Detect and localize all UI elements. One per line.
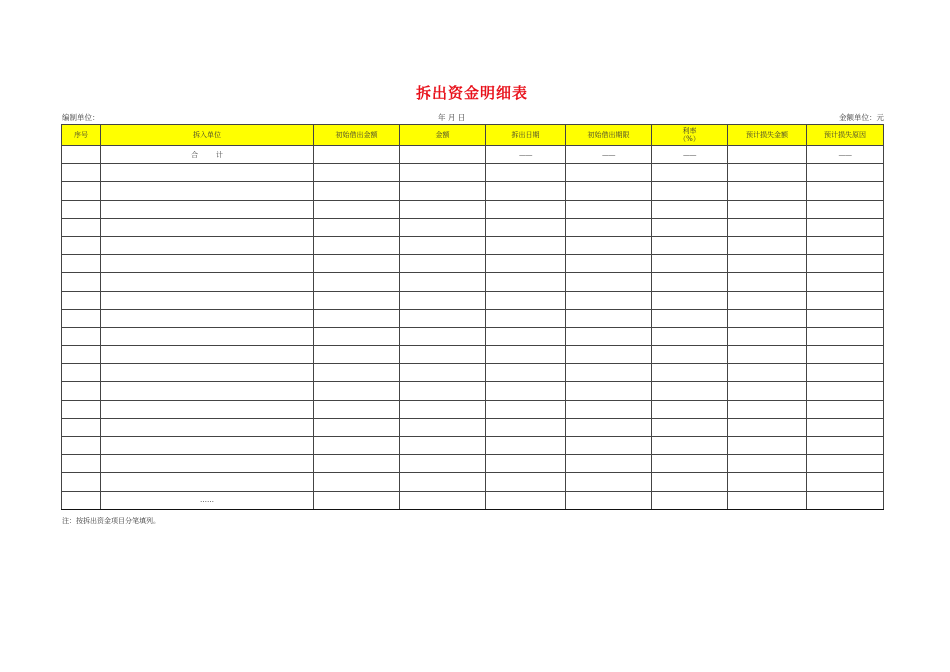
total-initial-amount-cell[interactable]	[314, 146, 400, 164]
col-header-est-loss-reason: 预计损失原因	[807, 125, 884, 146]
table-cell[interactable]	[566, 164, 652, 182]
table-cell[interactable]	[807, 182, 884, 200]
table-cell[interactable]	[62, 455, 101, 473]
table-cell[interactable]	[728, 236, 807, 254]
table-row	[62, 346, 884, 364]
table-cell[interactable]	[62, 236, 101, 254]
report-date-label: 年 月 日	[438, 113, 466, 122]
table-cell[interactable]	[566, 236, 652, 254]
table-cell[interactable]	[728, 182, 807, 200]
table-cell[interactable]	[400, 418, 486, 436]
table-row	[62, 400, 884, 418]
table-cell[interactable]	[566, 327, 652, 345]
table-row	[62, 255, 884, 273]
table-cell[interactable]	[728, 164, 807, 182]
table-cell[interactable]	[62, 473, 101, 491]
table-cell[interactable]	[486, 418, 566, 436]
table-cell[interactable]	[486, 291, 566, 309]
table-cell[interactable]	[314, 218, 400, 236]
table-cell[interactable]	[486, 400, 566, 418]
table-cell[interactable]	[486, 473, 566, 491]
table-row	[62, 218, 884, 236]
table-cell[interactable]	[728, 309, 807, 327]
table-cell[interactable]	[566, 273, 652, 291]
table-cell[interactable]	[807, 455, 884, 473]
table-cell[interactable]	[314, 200, 400, 218]
table-cell[interactable]	[400, 291, 486, 309]
total-initial-term-cell: ——	[566, 146, 652, 164]
table-cell[interactable]	[807, 200, 884, 218]
header-row	[62, 125, 884, 146]
table-cell[interactable]	[566, 455, 652, 473]
table-cell[interactable]	[400, 273, 486, 291]
footnote: 注：按拆出资金项目分笔填列。	[62, 517, 160, 525]
table-cell[interactable]	[400, 309, 486, 327]
table-cell[interactable]	[101, 364, 314, 382]
table-cell[interactable]	[728, 455, 807, 473]
table-cell[interactable]	[486, 382, 566, 400]
table-row	[62, 473, 884, 491]
table-cell[interactable]	[486, 491, 566, 509]
table-cell[interactable]	[62, 346, 101, 364]
table-cell[interactable]	[62, 382, 101, 400]
table-cell[interactable]	[101, 473, 314, 491]
table-row	[62, 491, 884, 509]
table-cell[interactable]	[652, 400, 728, 418]
table-cell[interactable]	[486, 164, 566, 182]
total-rate-cell: ——	[652, 146, 728, 164]
table-cell[interactable]	[486, 255, 566, 273]
table-cell[interactable]	[101, 291, 314, 309]
table-cell[interactable]	[566, 437, 652, 455]
total-row	[62, 146, 884, 164]
table-cell[interactable]	[728, 382, 807, 400]
table-cell[interactable]	[652, 273, 728, 291]
table-cell[interactable]	[652, 364, 728, 382]
table-cell[interactable]	[101, 346, 314, 364]
table-cell[interactable]	[486, 437, 566, 455]
table-cell[interactable]	[400, 255, 486, 273]
table-cell[interactable]	[314, 400, 400, 418]
table-cell[interactable]	[400, 382, 486, 400]
table-cell[interactable]	[400, 491, 486, 509]
table-cell[interactable]	[566, 491, 652, 509]
col-header-amount: 金额	[400, 125, 486, 146]
table-cell[interactable]	[101, 418, 314, 436]
table-cell[interactable]	[486, 455, 566, 473]
table-cell[interactable]	[728, 255, 807, 273]
table-cell[interactable]	[728, 327, 807, 345]
table-cell[interactable]	[807, 273, 884, 291]
table-cell[interactable]	[728, 291, 807, 309]
table-cell[interactable]	[62, 437, 101, 455]
table-cell[interactable]	[652, 455, 728, 473]
table-cell[interactable]	[400, 346, 486, 364]
table-cell[interactable]	[62, 327, 101, 345]
table-cell[interactable]	[652, 309, 728, 327]
table-cell[interactable]	[728, 437, 807, 455]
table-cell[interactable]	[101, 382, 314, 400]
table-cell[interactable]	[101, 273, 314, 291]
table-row	[62, 164, 884, 182]
table-cell[interactable]	[652, 255, 728, 273]
ellipsis-cell: ……	[101, 491, 314, 509]
table-cell[interactable]	[728, 400, 807, 418]
table-cell[interactable]	[807, 400, 884, 418]
total-date-cell: ——	[486, 146, 566, 164]
table-cell[interactable]	[807, 382, 884, 400]
table-row	[62, 455, 884, 473]
table-cell[interactable]	[728, 218, 807, 236]
table-cell[interactable]	[314, 346, 400, 364]
table-row	[62, 182, 884, 200]
table-cell[interactable]	[101, 164, 314, 182]
total-label-cell: 合 计	[101, 146, 314, 164]
table-cell[interactable]	[62, 418, 101, 436]
table-cell[interactable]	[652, 491, 728, 509]
table-cell[interactable]	[728, 200, 807, 218]
table-cell[interactable]	[728, 418, 807, 436]
table-cell[interactable]	[486, 273, 566, 291]
table-cell[interactable]	[101, 182, 314, 200]
table-cell[interactable]	[807, 255, 884, 273]
table-cell[interactable]	[566, 182, 652, 200]
table-cell[interactable]	[400, 327, 486, 345]
table-cell[interactable]	[566, 309, 652, 327]
table-cell[interactable]	[807, 418, 884, 436]
table-cell[interactable]	[486, 182, 566, 200]
table-cell[interactable]	[400, 455, 486, 473]
preparer-unit-label: 编制单位：	[62, 113, 100, 122]
table-cell[interactable]	[314, 164, 400, 182]
table-cell[interactable]	[101, 236, 314, 254]
table-cell[interactable]	[314, 291, 400, 309]
table-cell[interactable]	[62, 218, 101, 236]
table-cell[interactable]	[400, 236, 486, 254]
table-cell[interactable]	[400, 218, 486, 236]
table-cell[interactable]	[101, 309, 314, 327]
table-cell[interactable]	[652, 418, 728, 436]
table-cell[interactable]	[728, 473, 807, 491]
table-cell[interactable]	[101, 327, 314, 345]
table-cell[interactable]	[486, 218, 566, 236]
table-cell[interactable]	[62, 273, 101, 291]
table-cell[interactable]	[566, 400, 652, 418]
lending-detail-table	[61, 124, 884, 510]
table-row	[62, 200, 884, 218]
table-cell[interactable]	[486, 327, 566, 345]
col-header-date: 拆出日期	[486, 125, 566, 146]
table-cell[interactable]	[314, 437, 400, 455]
table-cell[interactable]	[314, 418, 400, 436]
total-est-loss-reason-cell: ——	[807, 146, 884, 164]
table-cell[interactable]	[62, 364, 101, 382]
table-cell[interactable]	[728, 491, 807, 509]
table-cell[interactable]	[807, 309, 884, 327]
rate-label: 利率	[682, 127, 697, 135]
table-cell[interactable]	[314, 327, 400, 345]
table-cell[interactable]	[62, 182, 101, 200]
table-cell[interactable]	[652, 164, 728, 182]
table-cell[interactable]	[566, 291, 652, 309]
table-cell[interactable]	[652, 291, 728, 309]
table-cell[interactable]	[314, 255, 400, 273]
table-cell[interactable]	[101, 200, 314, 218]
col-header-est-loss-amount: 预计损失金额	[728, 125, 807, 146]
table-cell[interactable]	[62, 200, 101, 218]
table-cell[interactable]	[314, 236, 400, 254]
table-cell[interactable]	[62, 291, 101, 309]
total-amount-cell[interactable]	[400, 146, 486, 164]
table-row	[62, 309, 884, 327]
currency-unit-label: 金额单位：元	[839, 113, 884, 122]
table-cell[interactable]	[486, 309, 566, 327]
table-cell[interactable]	[652, 473, 728, 491]
table-cell[interactable]	[652, 182, 728, 200]
table-cell[interactable]	[400, 437, 486, 455]
table-row	[62, 364, 884, 382]
table-cell[interactable]	[807, 164, 884, 182]
table-cell[interactable]	[652, 382, 728, 400]
table-cell[interactable]	[101, 455, 314, 473]
table-cell[interactable]	[652, 200, 728, 218]
table-cell[interactable]	[566, 255, 652, 273]
table-row	[62, 273, 884, 291]
table-cell[interactable]	[101, 255, 314, 273]
table-cell[interactable]	[486, 236, 566, 254]
page-title: 拆出资金明细表	[415, 84, 528, 102]
total-seq-cell[interactable]	[62, 146, 101, 164]
table-row	[62, 437, 884, 455]
table-cell[interactable]	[566, 200, 652, 218]
table-cell[interactable]	[807, 364, 884, 382]
table-cell[interactable]	[486, 200, 566, 218]
col-header-seq: 序号	[62, 125, 101, 146]
table-cell[interactable]	[728, 273, 807, 291]
table-cell[interactable]	[314, 364, 400, 382]
table-cell[interactable]	[807, 491, 884, 509]
table-cell[interactable]	[400, 164, 486, 182]
table-cell[interactable]	[807, 327, 884, 345]
table-cell[interactable]	[101, 437, 314, 455]
table-cell[interactable]	[400, 182, 486, 200]
table-cell[interactable]	[652, 218, 728, 236]
table-cell[interactable]	[400, 400, 486, 418]
col-header-borrower: 拆入单位	[101, 125, 314, 146]
table-row	[62, 291, 884, 309]
table-cell[interactable]	[807, 218, 884, 236]
total-est-loss-amount-cell[interactable]	[728, 146, 807, 164]
table-cell[interactable]	[62, 309, 101, 327]
table-cell[interactable]	[62, 491, 101, 509]
table-cell[interactable]	[728, 364, 807, 382]
table-cell[interactable]	[652, 437, 728, 455]
table-cell[interactable]	[652, 327, 728, 345]
table-row	[62, 418, 884, 436]
table-row	[62, 236, 884, 254]
table-cell[interactable]	[566, 473, 652, 491]
table-cell[interactable]	[807, 473, 884, 491]
table-cell[interactable]	[486, 364, 566, 382]
table-cell[interactable]	[566, 364, 652, 382]
table-cell[interactable]	[566, 382, 652, 400]
table-cell[interactable]	[566, 418, 652, 436]
table-cell[interactable]	[807, 236, 884, 254]
table-cell[interactable]	[566, 346, 652, 364]
col-header-initial-amount: 初始借出金额	[314, 125, 400, 146]
table-cell[interactable]	[807, 291, 884, 309]
table-row	[62, 382, 884, 400]
table-cell[interactable]	[314, 273, 400, 291]
table-cell[interactable]	[486, 346, 566, 364]
rate-unit-label: （%）	[679, 135, 700, 143]
table-cell[interactable]	[314, 455, 400, 473]
table-cell[interactable]	[807, 437, 884, 455]
col-header-rate	[652, 125, 728, 146]
table-cell[interactable]	[314, 382, 400, 400]
table-cell[interactable]	[62, 255, 101, 273]
table-cell[interactable]	[101, 218, 314, 236]
table-cell[interactable]	[400, 200, 486, 218]
table-cell[interactable]	[314, 309, 400, 327]
table-cell[interactable]	[807, 346, 884, 364]
table-cell[interactable]	[62, 400, 101, 418]
table-cell[interactable]	[314, 473, 400, 491]
table-cell[interactable]	[62, 164, 101, 182]
table-cell[interactable]	[314, 182, 400, 200]
table-cell[interactable]	[314, 491, 400, 509]
table-cell[interactable]	[101, 400, 314, 418]
table-cell[interactable]	[400, 473, 486, 491]
table-row	[62, 327, 884, 345]
table-cell[interactable]	[652, 236, 728, 254]
table-cell[interactable]	[400, 364, 486, 382]
table-cell[interactable]	[566, 218, 652, 236]
table-cell[interactable]	[652, 346, 728, 364]
table-cell[interactable]	[728, 346, 807, 364]
col-header-initial-term: 初始借出期限	[566, 125, 652, 146]
